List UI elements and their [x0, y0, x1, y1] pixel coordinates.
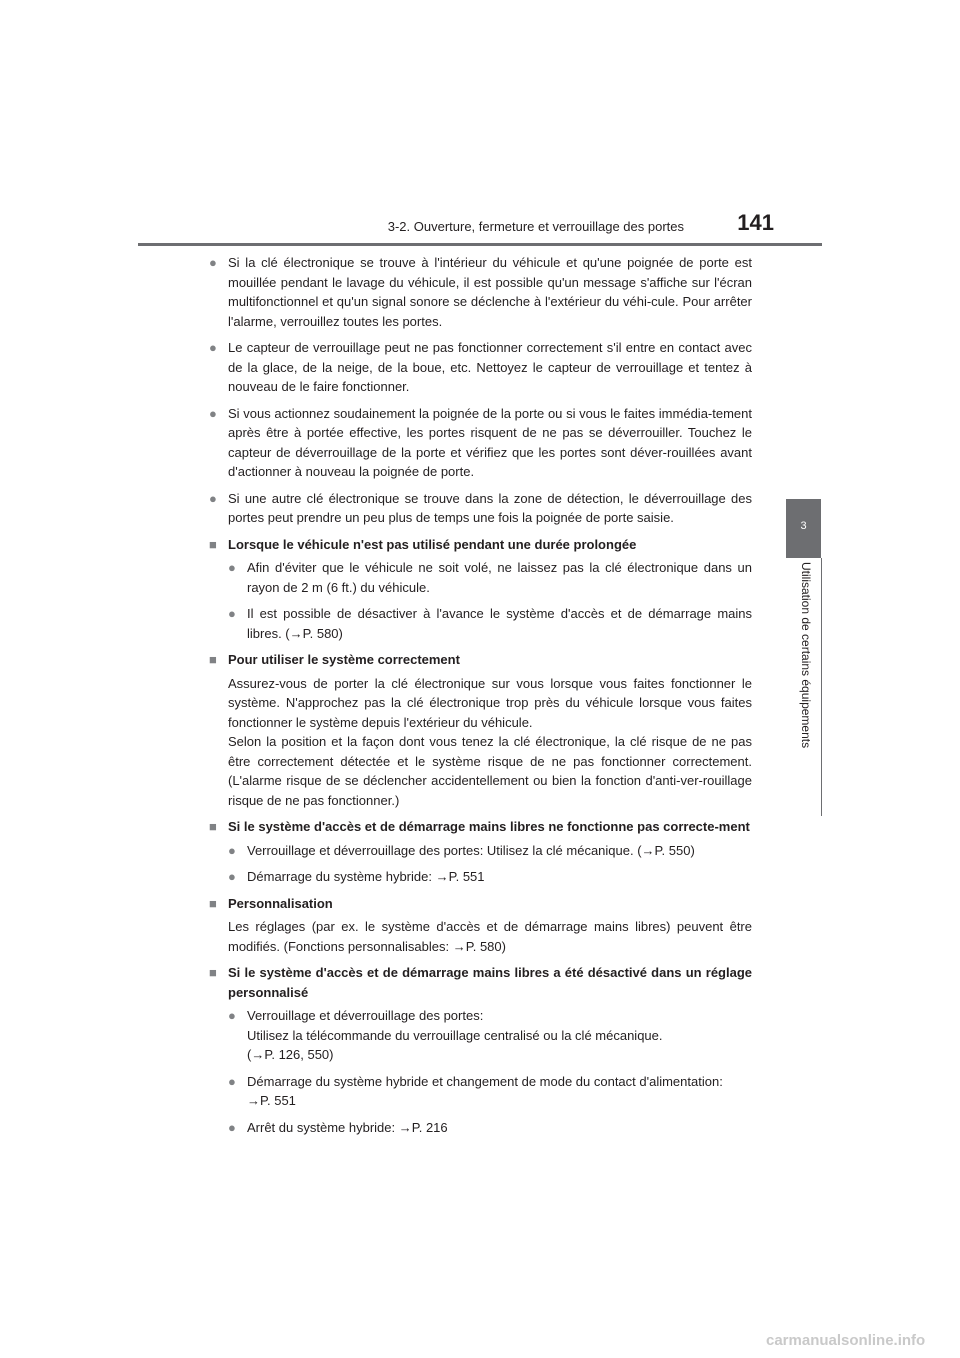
- list-item: [228, 841, 752, 861]
- watermark: carmanualsonline.info: [766, 1332, 926, 1349]
- list-item: [209, 253, 752, 331]
- page-reference[interactable]: P. 551: [448, 869, 485, 884]
- arrow-icon: →: [398, 1119, 412, 1135]
- side-rule: [821, 558, 822, 816]
- list-item: [228, 558, 752, 597]
- arrow-icon: →: [251, 1047, 265, 1062]
- bullet-icon: ●: [209, 490, 217, 506]
- arrow-icon: →: [452, 938, 466, 954]
- section-heading-text: Pour utiliser le système correctement: [228, 652, 460, 667]
- list-item-text: (: [247, 1047, 252, 1062]
- section-heading: [209, 535, 752, 555]
- paragraph: [209, 917, 752, 956]
- list-item: [228, 1118, 752, 1138]
- section-heading-text: Si le système d'accès et de démarrage mains libres ne fonctionne pas correcte-ment: [228, 819, 750, 834]
- bullet-icon: ●: [209, 255, 217, 270]
- arrow-icon: →: [641, 842, 655, 858]
- section-heading: [209, 963, 752, 1002]
- bullet-icon: ●: [228, 560, 236, 575]
- list-item-text: Afin d'éviter que le véhicule ne soit volé, ne laissez pas la clé électronique dans un rayon de 2 m (6 ft.) du véhicule.: [247, 560, 752, 595]
- list-item-text: Si la clé électronique se trouve à l'intérieur du véhicule et qu'une poignée de porte est mouillée pendant le lavage du véhicule, il est possible qu'un message s'affiche sur l'écran multifonctionnel et qu'un signal sonore se déclenche à l'extérieur du véhi-cule. Pour arrêter l'alarme, verrouillez toutes les portes.: [228, 255, 752, 329]
- paragraph: [209, 674, 752, 811]
- bullet-icon: ●: [228, 869, 236, 884]
- content: [209, 253, 752, 1144]
- list-item-text: Le capteur de verrouillage peut ne pas fonctionner correctement s'il entre en contact avec de la glace, de la neige, de la boue, etc. Nettoyez le capteur de verrouillage et tentez à nouveau de le faire fonctionner.: [228, 340, 752, 394]
- arrow-icon: →: [247, 1093, 260, 1108]
- header-rule: [138, 243, 822, 246]
- header-section-title: 3-2. Ouverture, fermeture et verrouillage des portes: [387, 219, 684, 234]
- paragraph-text: Assurez-vous de porter la clé électronique sur vous lorsque vous faites fonctionner le système. N'approchez pas la clé électronique trop près du véhicule lorsque vous faites fonctionner le système depuis l'extérieur du véhicule.: [228, 675, 752, 730]
- page-reference[interactable]: P. 580): [302, 625, 343, 641]
- list-item-text: Il est possible de désactiver à l'avance le système d'accès et de démarrage mains libres. (: [247, 606, 752, 641]
- list-item-text: Arrêt du système hybride:: [247, 1119, 399, 1135]
- page-reference[interactable]: P. 550): [654, 842, 695, 858]
- bullet-icon: ●: [228, 606, 236, 621]
- bullet-icon: ●: [228, 1119, 236, 1135]
- list-item: [209, 338, 752, 397]
- section-heading: [209, 894, 752, 914]
- section-heading-text: Si le système d'accès et de démarrage mains libres a été désactivé dans un réglage personnalisé: [228, 965, 752, 1000]
- bullet-icon: ●: [228, 1008, 236, 1023]
- list-item: [228, 867, 752, 887]
- arrow-icon: →: [435, 869, 449, 884]
- section-heading-text: Personnalisation: [228, 895, 333, 911]
- list-item: [209, 404, 752, 482]
- section-heading: [209, 817, 752, 837]
- square-bullet-icon: ■: [209, 895, 217, 911]
- list-item-text: Verrouillage et déverrouillage des portes:: [247, 1008, 484, 1023]
- section-heading-text: Lorsque le véhicule n'est pas utilisé pendant une durée prolongée: [228, 536, 637, 552]
- list-item: [228, 604, 752, 643]
- square-bullet-icon: ■: [209, 536, 217, 552]
- bullet-icon: ●: [228, 842, 236, 858]
- page-reference[interactable]: P. 551: [260, 1093, 296, 1108]
- square-bullet-icon: ■: [209, 652, 217, 667]
- list-item-text: Démarrage du système hybride:: [247, 869, 436, 884]
- square-bullet-icon: ■: [209, 965, 217, 980]
- page-reference[interactable]: P. 216: [411, 1119, 448, 1135]
- list-item: [209, 489, 752, 528]
- list-item-text: Démarrage du système hybride et changement de mode du contact d'alimentation:: [247, 1073, 723, 1089]
- paragraph-text: Selon la position et la façon dont vous tenez la clé électronique, la clé risque de ne pas être correctement détectée et le système risque de ne pas fonctionner correctement. (L'alarme risque de se déclencher accidentellement ou bien la fonction d'anti-ver-rouillage risque de ne pas fonctionner.): [228, 734, 752, 808]
- bullet-icon: ●: [209, 405, 217, 421]
- list-item-text: Verrouillage et déverrouillage des portes: Utilisez la clé mécanique. (: [247, 842, 642, 858]
- chapter-tab-number: 3: [800, 520, 807, 532]
- paragraph-text: Les réglages (par ex. le système d'accès et de démarrage mains libres) peuvent être modifiés. (Fonctions personnalisables:: [228, 919, 752, 954]
- page-reference[interactable]: P. 580): [465, 938, 506, 954]
- arrow-icon: →: [289, 625, 303, 641]
- list-item: [228, 1072, 752, 1111]
- list-item-text: Si une autre clé électronique se trouve dans la zone de détection, le déverrouillage des portes peut prendre un peu plus de temps une fois la poignée de porte saisie.: [228, 490, 752, 525]
- page-number: 141: [737, 210, 774, 235]
- bullet-icon: ●: [228, 1073, 236, 1089]
- page-reference[interactable]: P. 126, 550): [264, 1047, 334, 1062]
- square-bullet-icon: ■: [209, 819, 217, 834]
- list-item: [228, 1006, 752, 1065]
- list-item-text: Utilisez la télécommande du verrouillage centralisé ou la clé mécanique.: [247, 1027, 663, 1043]
- list-item-text: Si vous actionnez soudainement la poignée de la porte ou si vous le faites immédia-tement après être à portée effective, les portes risquent de ne pas se déverrouiller. Touchez le capteur de déverrouillage de la porte et vérifiez que les portes sont déver-rouillées avant d'actionner à nouveau la poignée de porte.: [228, 405, 752, 479]
- section-heading: [209, 650, 752, 670]
- bullet-icon: ●: [209, 340, 217, 355]
- chapter-label: Utilisation de certains équipements: [799, 562, 813, 749]
